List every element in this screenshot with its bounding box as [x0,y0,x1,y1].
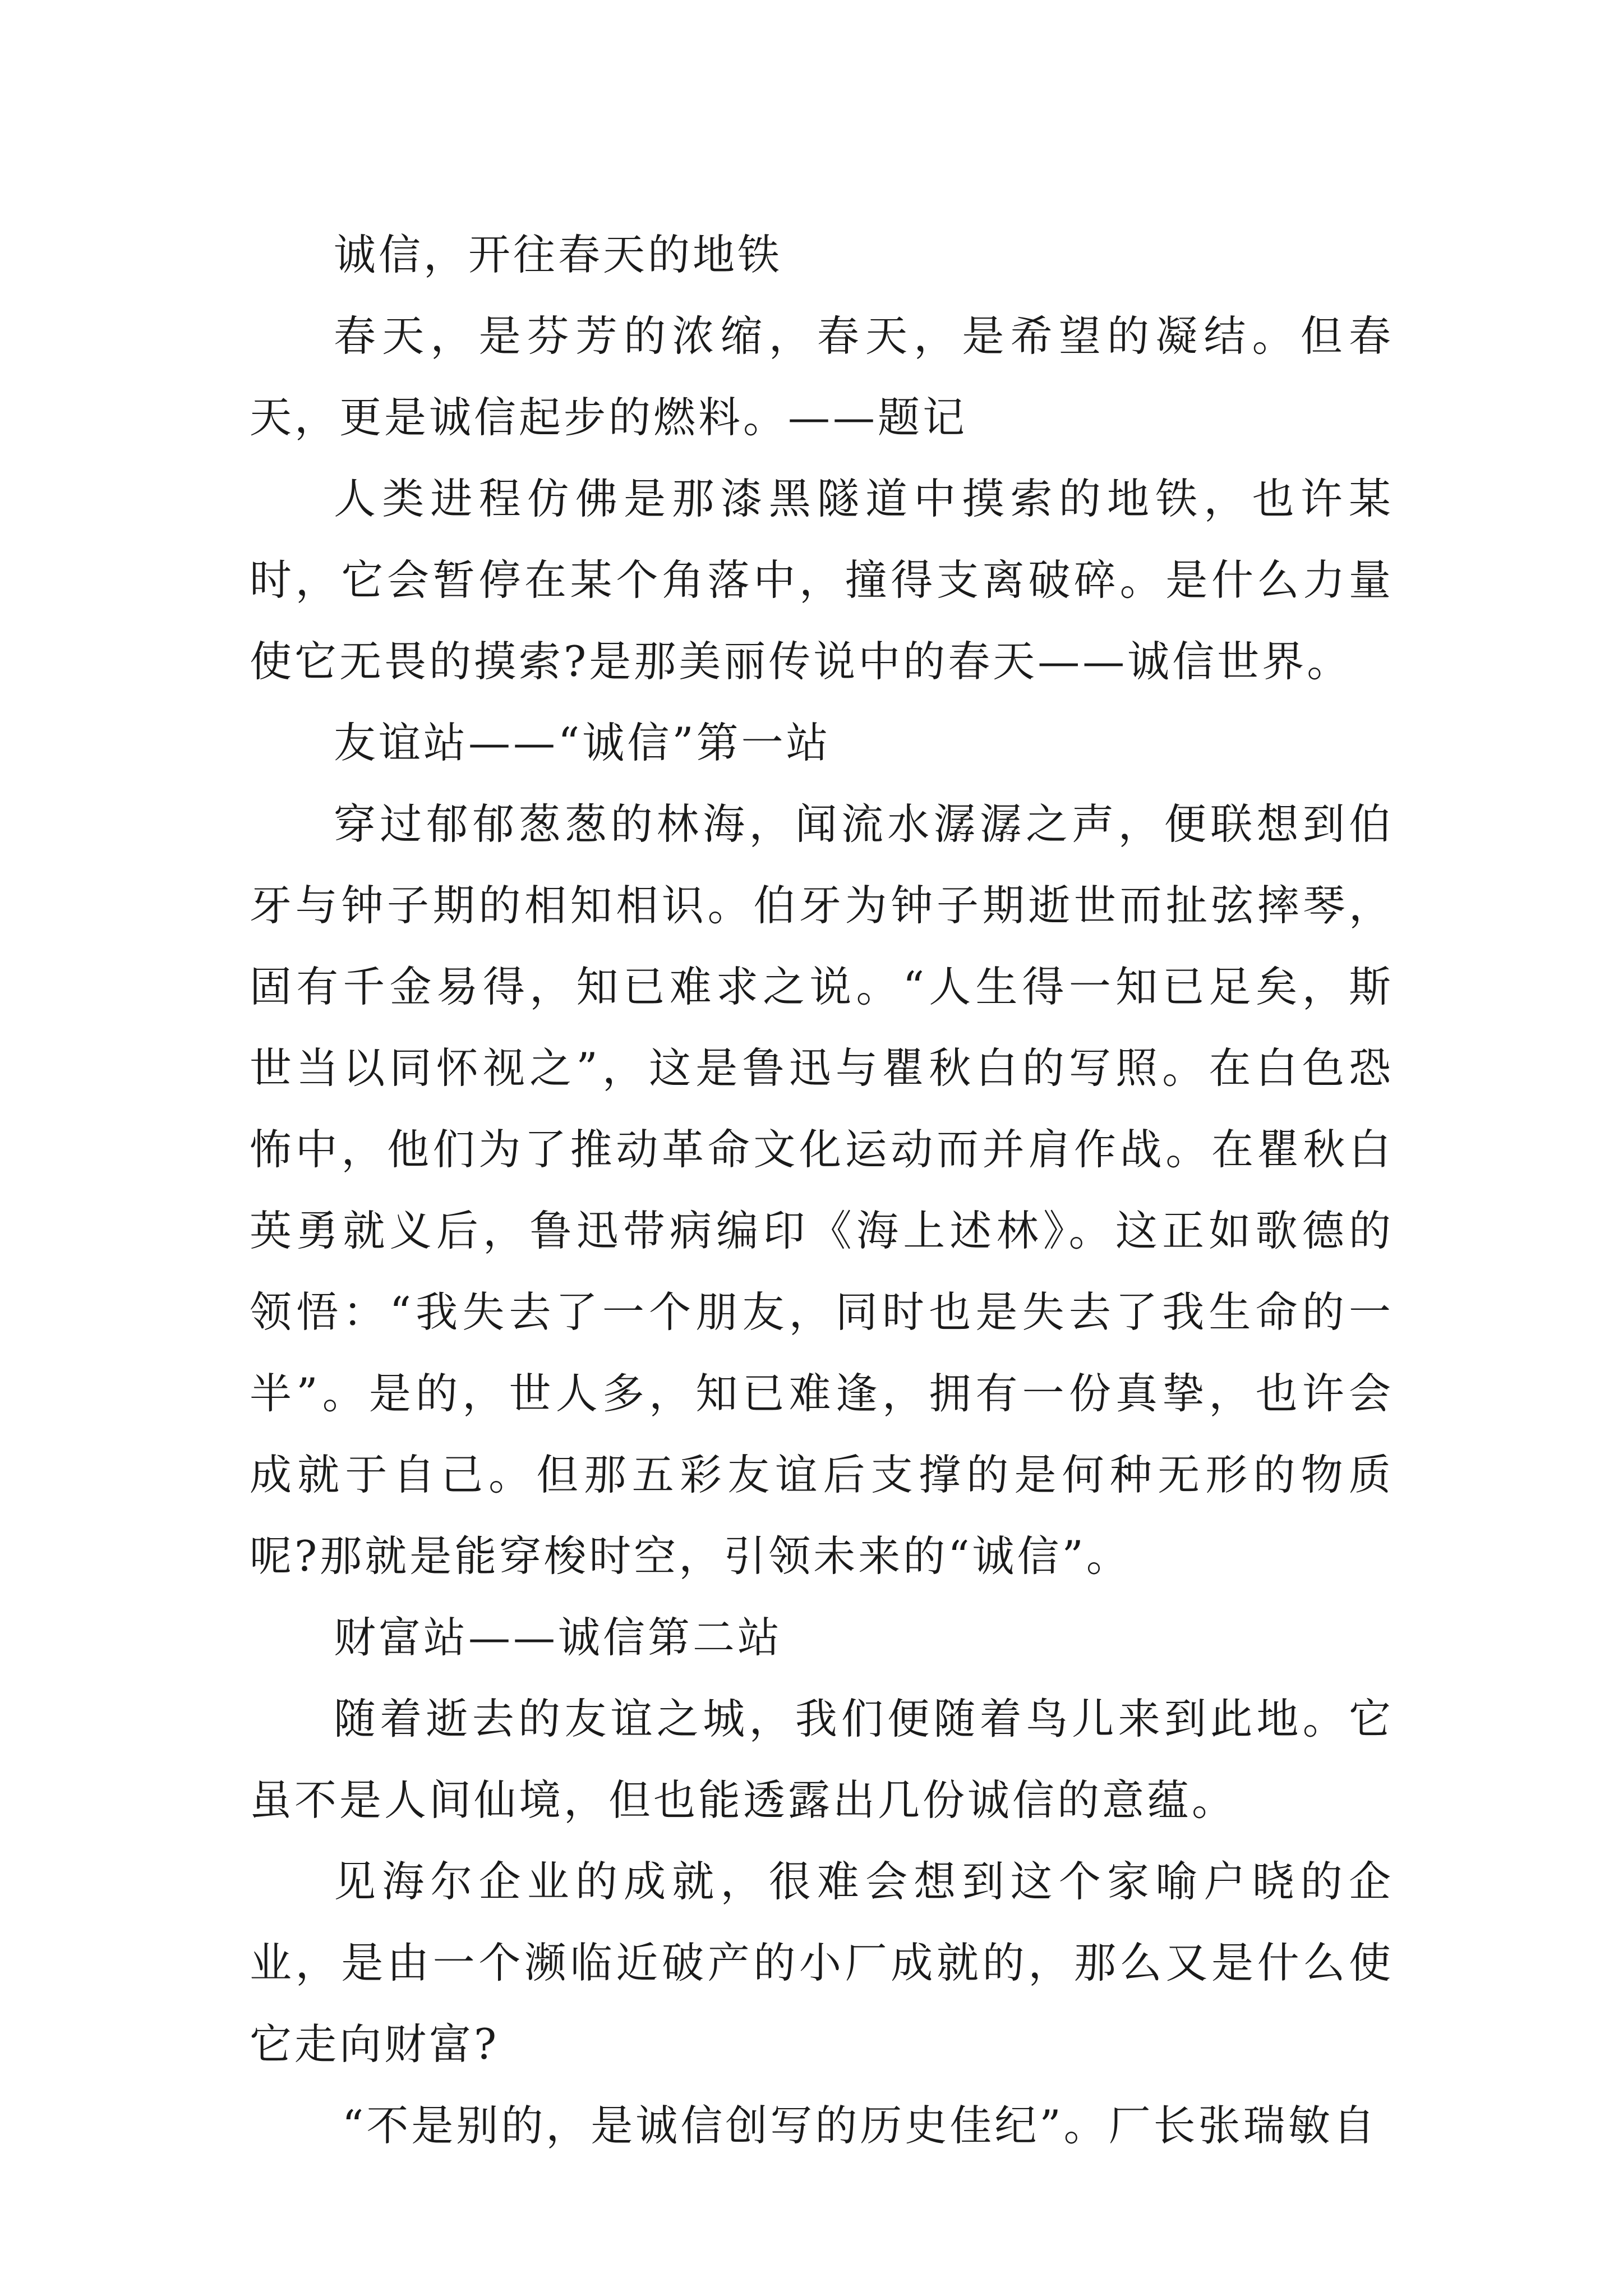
section-heading-wealth-station: 财富站——诚信第二站 [334,1613,783,1662]
intro-paragraph: 人类进程仿佛是那漆黑隧道中摸索的地铁，也许某时，它会暂停在某个角落中，撞得支离破碎。是什么力量使它无畏的摸索?是那美丽传说中的春天——诚信世界。 [250,474,1394,686]
epigraph-paragraph: 春天，是芬芳的浓缩，春天，是希望的凝结。但春天，更是诚信起步的燃料。——题记 [250,311,1394,442]
haier-paragraph: 见海尔企业的成就，很难会想到这个家喻户晓的企业，是由一个濒临近破产的小厂成就的，那么又是什么使它走向财富? [250,1857,1394,2069]
section-heading-friendship-station: 友谊站——“诚信”第一站 [334,718,831,767]
wealth-intro-paragraph: 随着逝去的友谊之城，我们便随着鸟儿来到此地。它虽不是人间仙境，但也能透露出几份诚信的意蕴。 [250,1694,1394,1825]
quote-paragraph: “不是别的，是诚信创写的历史佳纪”。厂长张瑞敏自 [342,2101,1378,2150]
document-title: 诚信，开往春天的地铁 [334,230,783,279]
document-body [250,214,1394,2166]
friendship-paragraph: 穿过郁郁葱葱的林海，闻流水潺潺之声，便联想到伯牙与钟子期的相知相识。伯牙为钟子期逝世而扯弦摔琴，固有千金易得，知已难求之说。“人生得一知已足矣，斯世当以同怀视之”，这是鲁迅与瞿秋白的写照。在白色恐怖中，他们为了推动革命文化运动而并肩作战。在瞿秋白英勇就义后，鲁迅带病编印《海上述林》。这正如歌德的领悟：“我失去了一个朋友，同时也是失去了我生命的一半”。是的，世人多，知已难逢，拥有一份真挚，也许会成就于自己。但那五彩友谊后支撑的是何种无形的物质呢?那就是能穿梭时空，引领未来的“诚信”。 [250,799,1394,1581]
